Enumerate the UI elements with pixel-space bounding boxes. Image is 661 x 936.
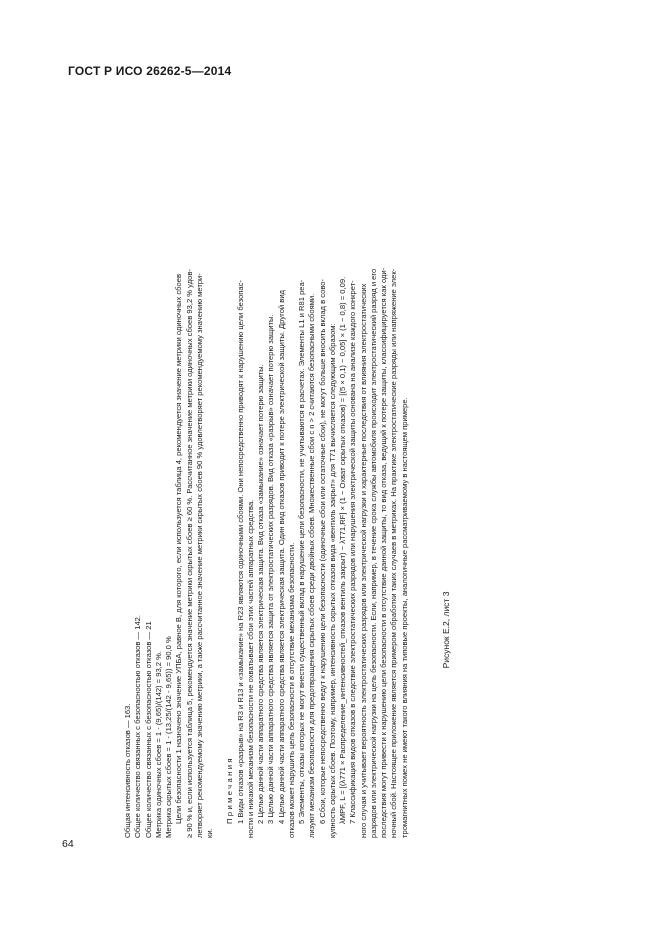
body-line: Метрика одиночных сбоев = 1 - (9,65)/(142) = 93,2 %. bbox=[153, 651, 163, 838]
rotated-text-block bbox=[123, 98, 443, 838]
note-line: 7 Классификация видов отказов в следствие электростатических разрядов или нарушения электрической защиты основана на анализе каждого конкрет- bbox=[348, 280, 358, 824]
formula-line: λMPF, L = [(λ771 × Распределение_интенсивностей_отказов вентиль закрыт) − λT71,RF] × (1 − Охват скрытых отказов) = [(5 × 0,1) − 0,05] × (1 − 0,8) = 0,09. bbox=[338, 276, 347, 824]
note-line: разрядов или электрической нагрузки на цель безопасности. Если, например, в течение срока службы автомобиля происходит электростатический разряд и его bbox=[368, 268, 378, 838]
note-line: купность скрытых сбоев. Поэтому, например, интенсивность скрытых отказов вида «вентиль закрыт» для T71 вычисляется следующим образом: bbox=[327, 323, 337, 838]
note-line: последствия могут привести к нарушению цели безопасности в отсутствие данной защиты, то вид отказа, ведущий к потере защиты, классифицируется как оди- bbox=[379, 267, 388, 838]
note-line: отказов может нарушить цель безопасности в отсутствие механизма безопасности. bbox=[286, 542, 296, 838]
body-line: Общее количество связанных с безопасностью отказов — 21 bbox=[143, 621, 153, 838]
note-line: лизуют механизм безопасности для предотвращения скрытых сбоев среди двойных сбоев. Множественные сбои с n > 2 считаются безопасными сбоями. bbox=[307, 293, 317, 838]
note-line: 5 Элементы, отказы которых не могут внести существенный вклад в нарушение цели безопасности, не учитываются в расчетах. Элементы L1 и R81 реа- bbox=[297, 279, 306, 824]
note-line: 3 Целью данной части аппаратного средства является защита от электростатических разрядов. Вид отказа «разрыв» означает потерю защиты. bbox=[266, 314, 276, 824]
body-line: Метрика скрытых сбоев = 1 - (13,25/(142 - 9,65)) = 90,0 % bbox=[164, 636, 173, 838]
page-number: 64 bbox=[62, 838, 74, 850]
note-line: тромагнитных помех не имеют такого влияния на типовые проекты, аналогичные рассматриваемому в настоящем примере. bbox=[399, 397, 409, 838]
note-line: ного случая и учитывает вероятность электростатических разрядов или электрической нагрузки и характерные последствия от влияния электростатических bbox=[358, 283, 368, 838]
body-line: ки. bbox=[205, 828, 214, 838]
note-line: 1 Виды отказов «разрыв» на R3 и R13 и «замыкание» на R23 являются одиночными сбоями. Они непосредственно приводят к нарушению цели безопас- bbox=[235, 280, 245, 824]
body-line: Общее количество связанных с безопасностью отказов — 142. bbox=[133, 614, 143, 838]
notes-heading: Примечания bbox=[225, 756, 235, 824]
body-line: ≥ 90 % и, если используется таблица 5, рекомендуется значение метрики скрытых сбоев ≥ 60 %. Рассчитанное значение метрики одиночных сбоев 93,2 % удов- bbox=[184, 269, 194, 838]
body-line: летворяет рекомендуемому значению метрики, а также рассчитанное значение метрики скрытых сбоев 90 % удовлетворяет рекомендуемому значению метри- bbox=[194, 273, 204, 838]
note-line: 2 Целью данной части аппаратного средства является электрическая защита. Вид отказа «замыкание» означает потерю защиты. bbox=[256, 364, 265, 824]
note-line: ночный сбой. Настоящее приложение является примером обработки таких случаев в метриках. На практике электростатические разряды или напряжение элек- bbox=[389, 268, 399, 838]
note-line: ности и никакой механизм безопасности не охватывает сбои этих частей аппаратных средства. bbox=[245, 499, 255, 838]
figure-caption: Рисунок E.2, лист 3 bbox=[441, 591, 451, 669]
body-line: Цели безопасности 1 назначено значение УПБА, равное B, для которого, если используется таблица 4, рекомендуется значение метрики одиночных сбоев bbox=[174, 274, 184, 824]
document-header: ГОСТ Р ИСО 26262-5—2014 bbox=[68, 64, 232, 78]
note-line: 6 Сбои, которые непосредственно ведут к нарушению цели безопасности (одиночные сбои или остаточные сбои), не могут больше вносить вклад в сово- bbox=[317, 278, 327, 824]
note-line: 4 Целью данной части аппаратного средства является электрическая защита. Один вид отказов приводит к потере электрической защиты. Другой вид bbox=[276, 290, 286, 824]
body-line: Общая интенсивность отказов — 163. bbox=[123, 703, 132, 838]
